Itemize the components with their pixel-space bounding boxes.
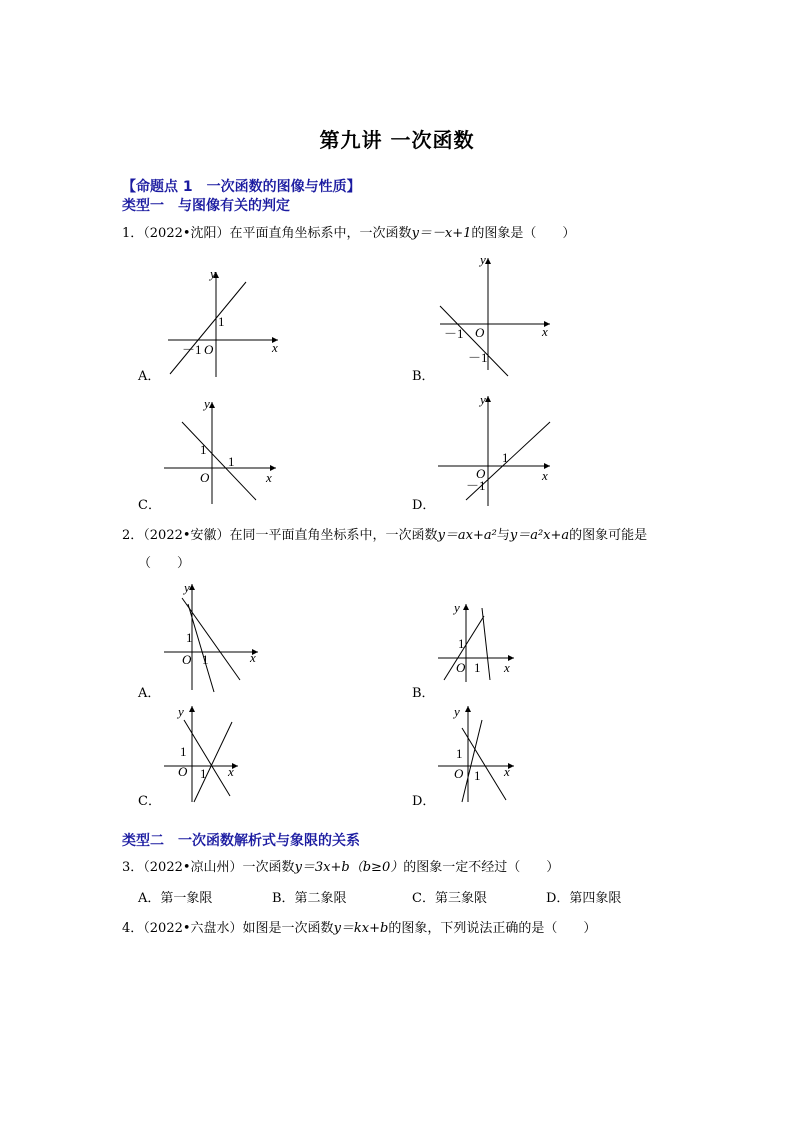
- x-axis-label: x: [250, 650, 256, 665]
- question-formula: y＝kx+b: [333, 921, 389, 936]
- question-text-end: 的图象是（ ）: [471, 226, 576, 241]
- question-4: [122, 917, 596, 936]
- origin-label: O: [476, 466, 486, 481]
- question-text-mid: 与: [496, 528, 510, 543]
- origin-label: O: [204, 342, 214, 357]
- question-formula-1: y＝ax+a²: [437, 528, 497, 543]
- q3-choice-a[interactable]: A．第一象限: [138, 891, 213, 906]
- question-text: 在平面直角坐标系中，一次函数: [229, 226, 412, 241]
- type-heading-1: 类型一 与图像有关的判定: [122, 198, 290, 214]
- q2-option-d[interactable]: D．: [412, 794, 436, 809]
- question-text: 如图是一次函数: [242, 921, 334, 936]
- question-text-end: 的图象可能是: [569, 528, 648, 543]
- y-axis-label: y: [204, 396, 210, 411]
- question-source: （2022•沈阳）: [143, 226, 230, 241]
- origin-label: O: [182, 652, 192, 667]
- x-axis-label: x: [272, 340, 278, 355]
- question-formula: y＝3x+b（b≥0）: [294, 860, 404, 875]
- y-axis-label: y: [480, 252, 486, 267]
- question-formula: y＝－x+1: [411, 226, 472, 241]
- q3-choice-c[interactable]: C．第三象限: [412, 891, 487, 906]
- question-source: （2022•凉山州）: [143, 860, 243, 875]
- y-axis-label: y: [184, 580, 190, 595]
- y-axis-label: y: [210, 266, 216, 281]
- q2-option-a[interactable]: A．: [138, 686, 161, 701]
- tick-label-neg1: －1: [444, 326, 464, 341]
- q1-graph-c: [160, 392, 290, 507]
- y-axis-label: y: [454, 600, 460, 615]
- question-number: 1．: [122, 226, 144, 241]
- x-axis-label: x: [542, 324, 548, 339]
- y-axis-label: y: [454, 704, 460, 719]
- q2-graph-c: [160, 700, 270, 810]
- tick-label-1: 1: [458, 636, 465, 651]
- q2-graph-a: [160, 576, 270, 696]
- tick-label-1: 1: [474, 768, 481, 783]
- x-axis-label: x: [228, 764, 234, 779]
- tick-label-1: 1: [200, 442, 207, 457]
- question-text-end: 的图象，下列说法正确的是（ ）: [388, 921, 597, 936]
- question-2-answer-paren: （ ）: [138, 556, 191, 571]
- question-number: 3．: [122, 860, 144, 875]
- q1-graph-d: [432, 390, 562, 510]
- origin-label: O: [200, 470, 210, 485]
- tick-label-1: 1: [200, 766, 207, 781]
- tick-label-1: 1: [502, 450, 509, 465]
- q1-graph-b: [432, 250, 562, 380]
- tick-label-neg1: －1: [182, 342, 202, 357]
- q2-option-b[interactable]: B．: [412, 686, 435, 701]
- tick-label-1: 1: [186, 630, 193, 645]
- tick-label-1: 1: [456, 746, 463, 761]
- tick-label-1: 1: [202, 652, 209, 667]
- tick-label-neg1: －1: [466, 478, 486, 493]
- question-text: 在同一平面直角坐标系中，一次函数: [229, 528, 438, 543]
- page-title: 第九讲 一次函数: [319, 128, 475, 152]
- question-number: 4．: [122, 921, 144, 936]
- q2-graph-b: [432, 598, 542, 688]
- type-heading-2: 类型二 一次函数解析式与象限的关系: [122, 833, 360, 849]
- x-axis-label: x: [266, 470, 272, 485]
- section-heading-1: 【命题点 1 一次函数的图像与性质】: [122, 179, 361, 195]
- q1-graph-a: [160, 262, 290, 382]
- origin-label: O: [456, 660, 466, 675]
- tick-label-neg1: －1: [468, 350, 488, 365]
- question-text-end: 的图象一定不经过（ ）: [403, 860, 560, 875]
- question-formula-2: y＝a²x+a: [509, 528, 570, 543]
- x-axis-label: x: [504, 764, 510, 779]
- tick-label-1: 1: [474, 660, 481, 675]
- q3-choice-d[interactable]: D．第四象限: [546, 891, 622, 906]
- question-3: [122, 856, 559, 875]
- q3-choice-b[interactable]: B．第二象限: [272, 891, 347, 906]
- q2-option-c[interactable]: C．: [138, 794, 161, 809]
- origin-label: O: [475, 325, 485, 340]
- q1-option-a[interactable]: A．: [138, 369, 161, 384]
- question-number: 2．: [122, 528, 144, 543]
- y-axis-label: y: [480, 392, 486, 407]
- tick-label-1: 1: [180, 744, 187, 759]
- question-2: [122, 524, 647, 543]
- origin-label: O: [454, 766, 464, 781]
- origin-label: O: [178, 764, 188, 779]
- x-axis-label: x: [504, 660, 510, 675]
- y-axis-label: y: [178, 704, 184, 719]
- q1-option-b[interactable]: B．: [412, 369, 435, 384]
- q2-graph-d: [432, 700, 542, 810]
- x-axis-label: x: [542, 468, 548, 483]
- tick-label-1: 1: [218, 314, 225, 329]
- question-source: （2022•六盘水）: [143, 921, 243, 936]
- question-source: （2022•安徽）: [143, 528, 230, 543]
- tick-label-1: 1: [228, 454, 235, 469]
- question-1: [122, 222, 575, 241]
- q1-option-d[interactable]: D．: [412, 498, 436, 513]
- question-text: 一次函数: [242, 860, 295, 875]
- q1-option-c[interactable]: C．: [138, 498, 161, 513]
